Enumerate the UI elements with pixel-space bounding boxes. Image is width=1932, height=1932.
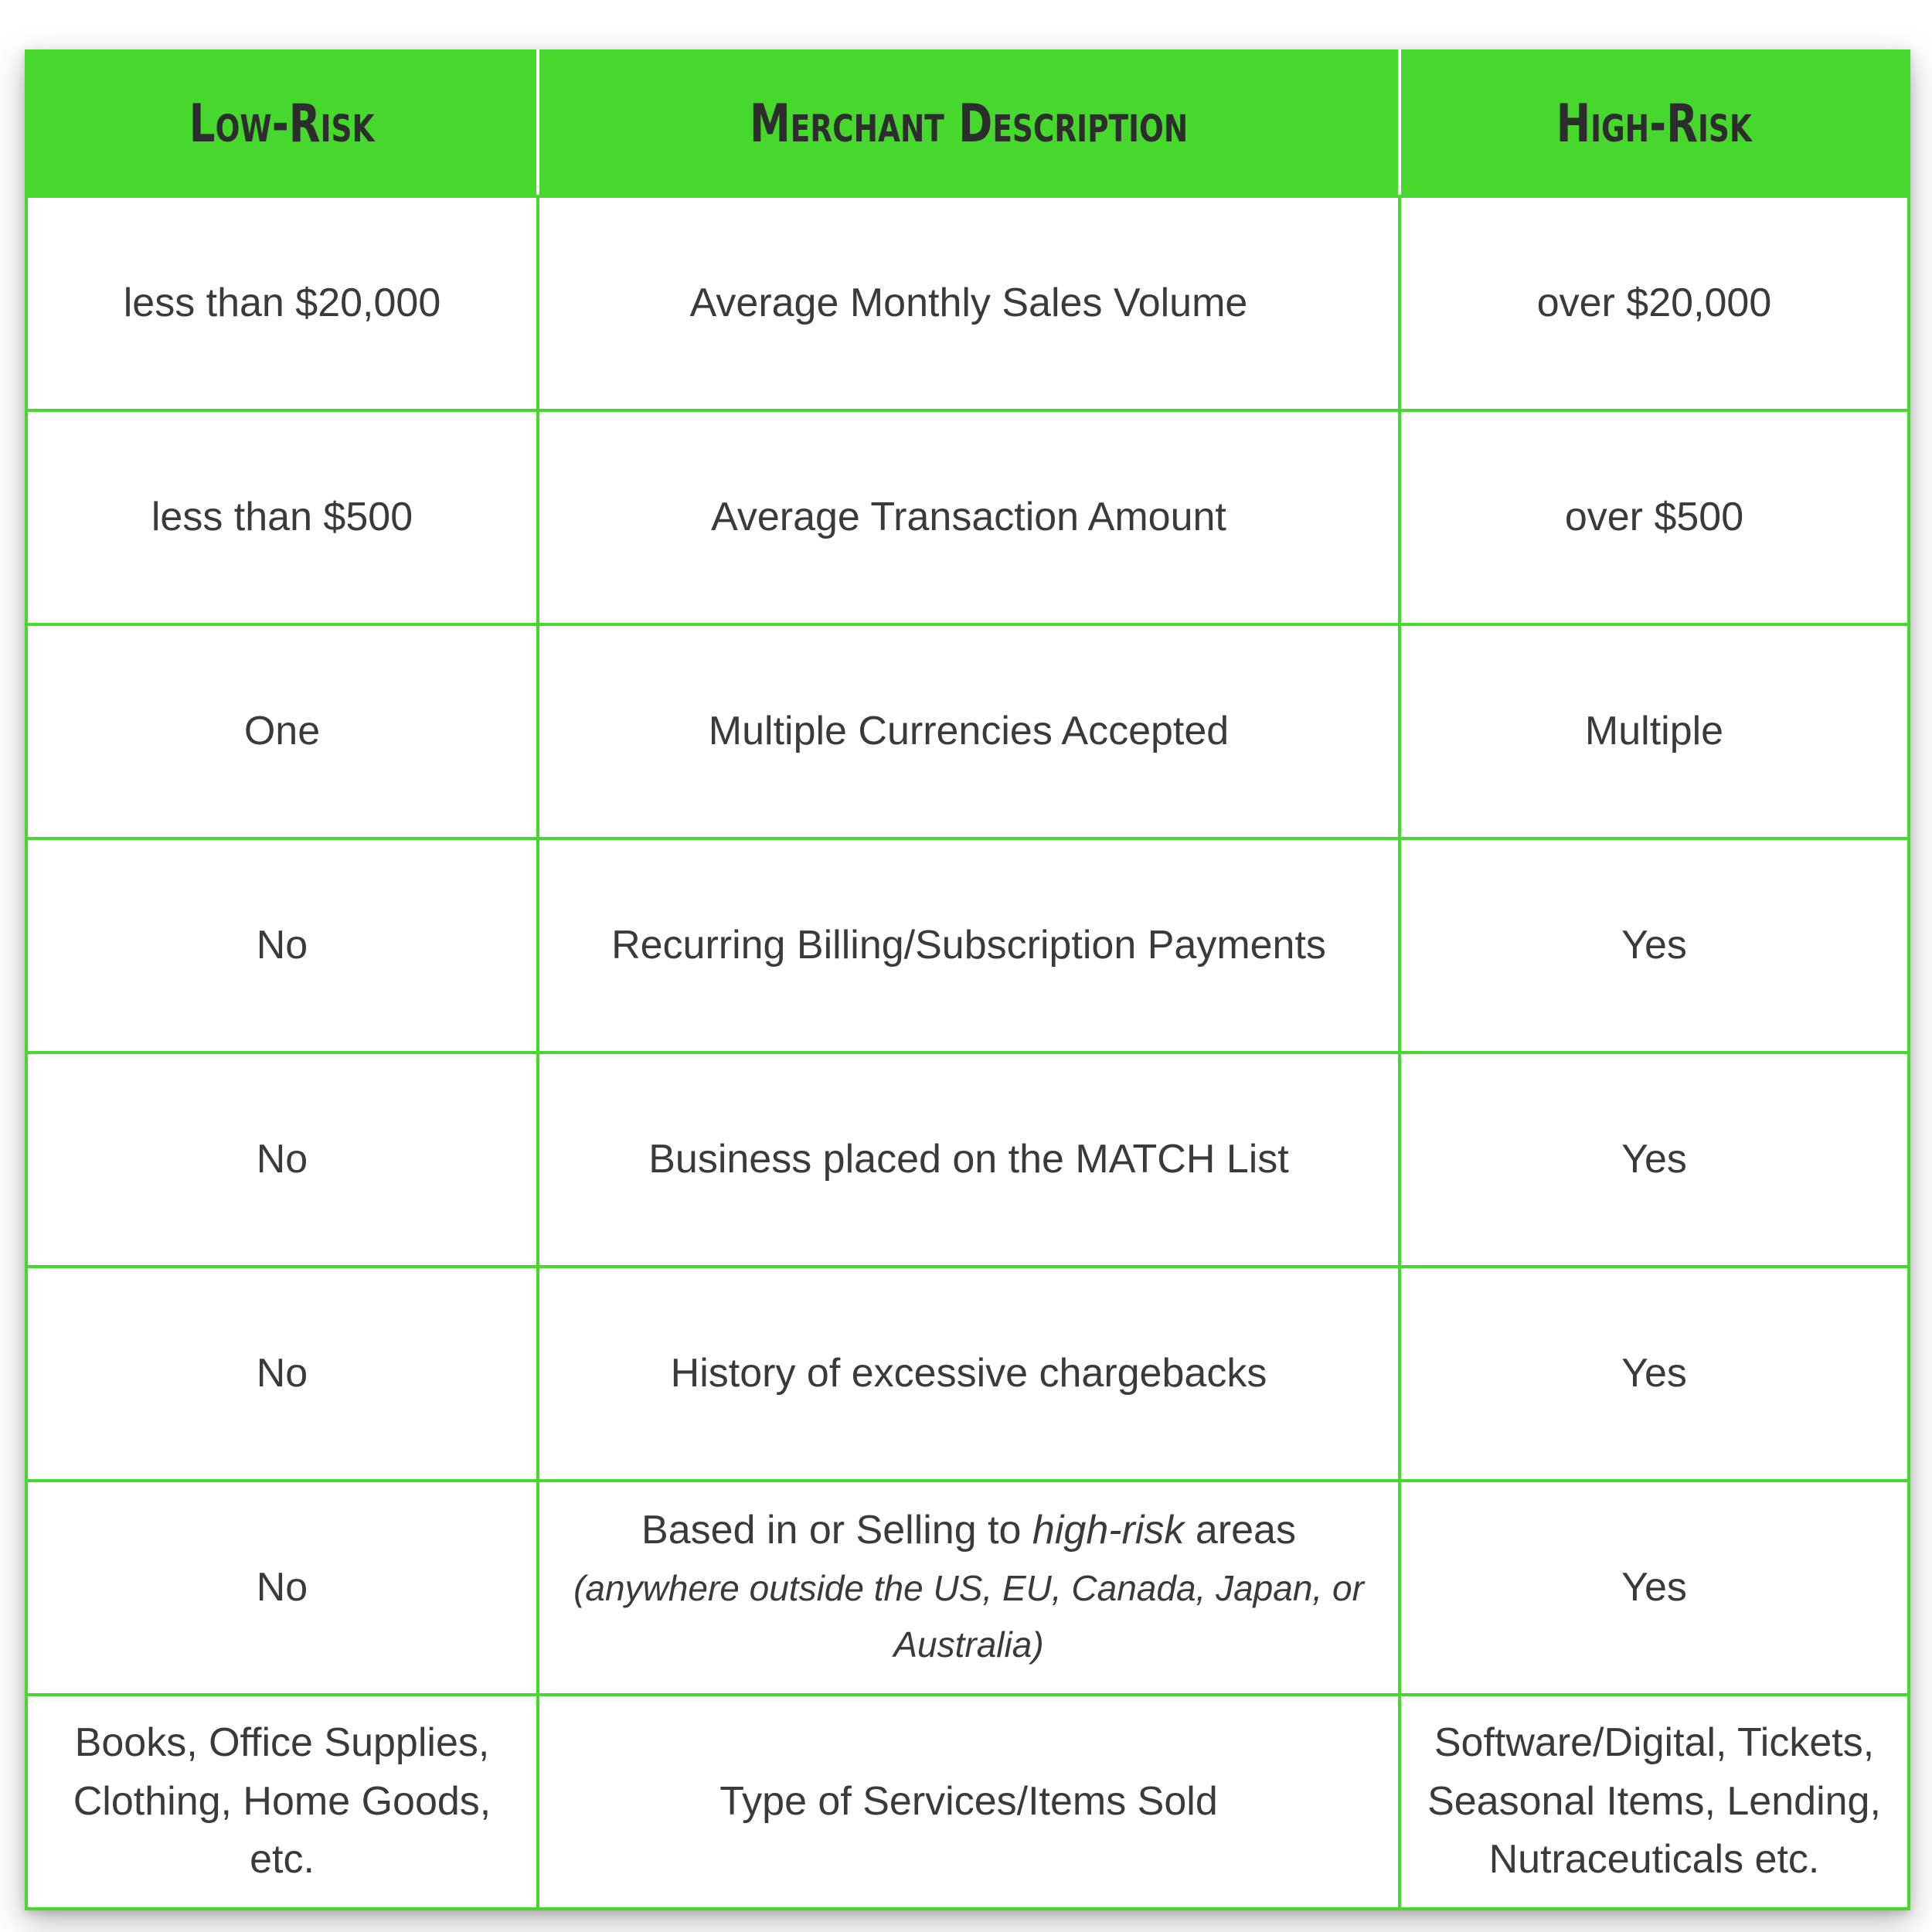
cell-low-risk: No xyxy=(26,1267,538,1481)
cell-high-risk: Yes xyxy=(1400,838,1909,1053)
cell-low-risk: less than $500 xyxy=(26,410,538,624)
cell-low-risk: No xyxy=(26,1481,538,1695)
header-merchant-description: Merchant Description xyxy=(538,51,1400,196)
cell-high-risk: Yes xyxy=(1400,1267,1909,1481)
table-row xyxy=(26,1053,1909,1267)
risk-comparison-table xyxy=(25,49,1910,1910)
header-low-risk: Low-Risk xyxy=(26,51,538,196)
description-note: (anywhere outside the US, EU, Canada, Japan, or Australia) xyxy=(573,1567,1364,1665)
table-row xyxy=(26,838,1909,1053)
cell-description: History of excessive chargebacks xyxy=(538,1267,1400,1481)
cell-description: Type of Services/Items Sold xyxy=(538,1695,1400,1909)
cell-high-risk: Yes xyxy=(1400,1481,1909,1695)
description-emphasis: high-risk xyxy=(1032,1508,1185,1553)
table-row xyxy=(26,1695,1909,1909)
table-row xyxy=(26,410,1909,624)
cell-high-risk: Multiple xyxy=(1400,624,1909,838)
cell-low-risk: No xyxy=(26,1053,538,1267)
description-prefix: Based in or Selling to xyxy=(641,1508,1022,1553)
description-suffix: areas xyxy=(1195,1508,1296,1553)
table-row xyxy=(26,1267,1909,1481)
table-row xyxy=(26,1481,1909,1695)
cell-description: Business placed on the MATCH List xyxy=(538,1053,1400,1267)
cell-high-risk: Software/Digital, Tickets, Seasonal Items, Lending, Nutraceuticals etc. xyxy=(1400,1695,1909,1909)
table-row xyxy=(26,196,1909,410)
cell-low-risk: Books, Office Supplies, Clothing, Home Goods, etc. xyxy=(26,1695,538,1909)
cell-high-risk: over $500 xyxy=(1400,410,1909,624)
cell-description: Multiple Currencies Accepted xyxy=(538,624,1400,838)
cell-low-risk: less than $20,000 xyxy=(26,196,538,410)
cell-low-risk: One xyxy=(26,624,538,838)
cell-high-risk: Yes xyxy=(1400,1053,1909,1267)
table-row xyxy=(26,624,1909,838)
cell-high-risk: over $20,000 xyxy=(1400,196,1909,410)
cell-description: Average Monthly Sales Volume xyxy=(538,196,1400,410)
cell-description xyxy=(538,1481,1400,1695)
cell-low-risk: No xyxy=(26,838,538,1053)
header-row xyxy=(26,51,1909,196)
header-high-risk: High-Risk xyxy=(1400,51,1909,196)
cell-description: Average Transaction Amount xyxy=(538,410,1400,624)
cell-description: Recurring Billing/Subscription Payments xyxy=(538,838,1400,1053)
